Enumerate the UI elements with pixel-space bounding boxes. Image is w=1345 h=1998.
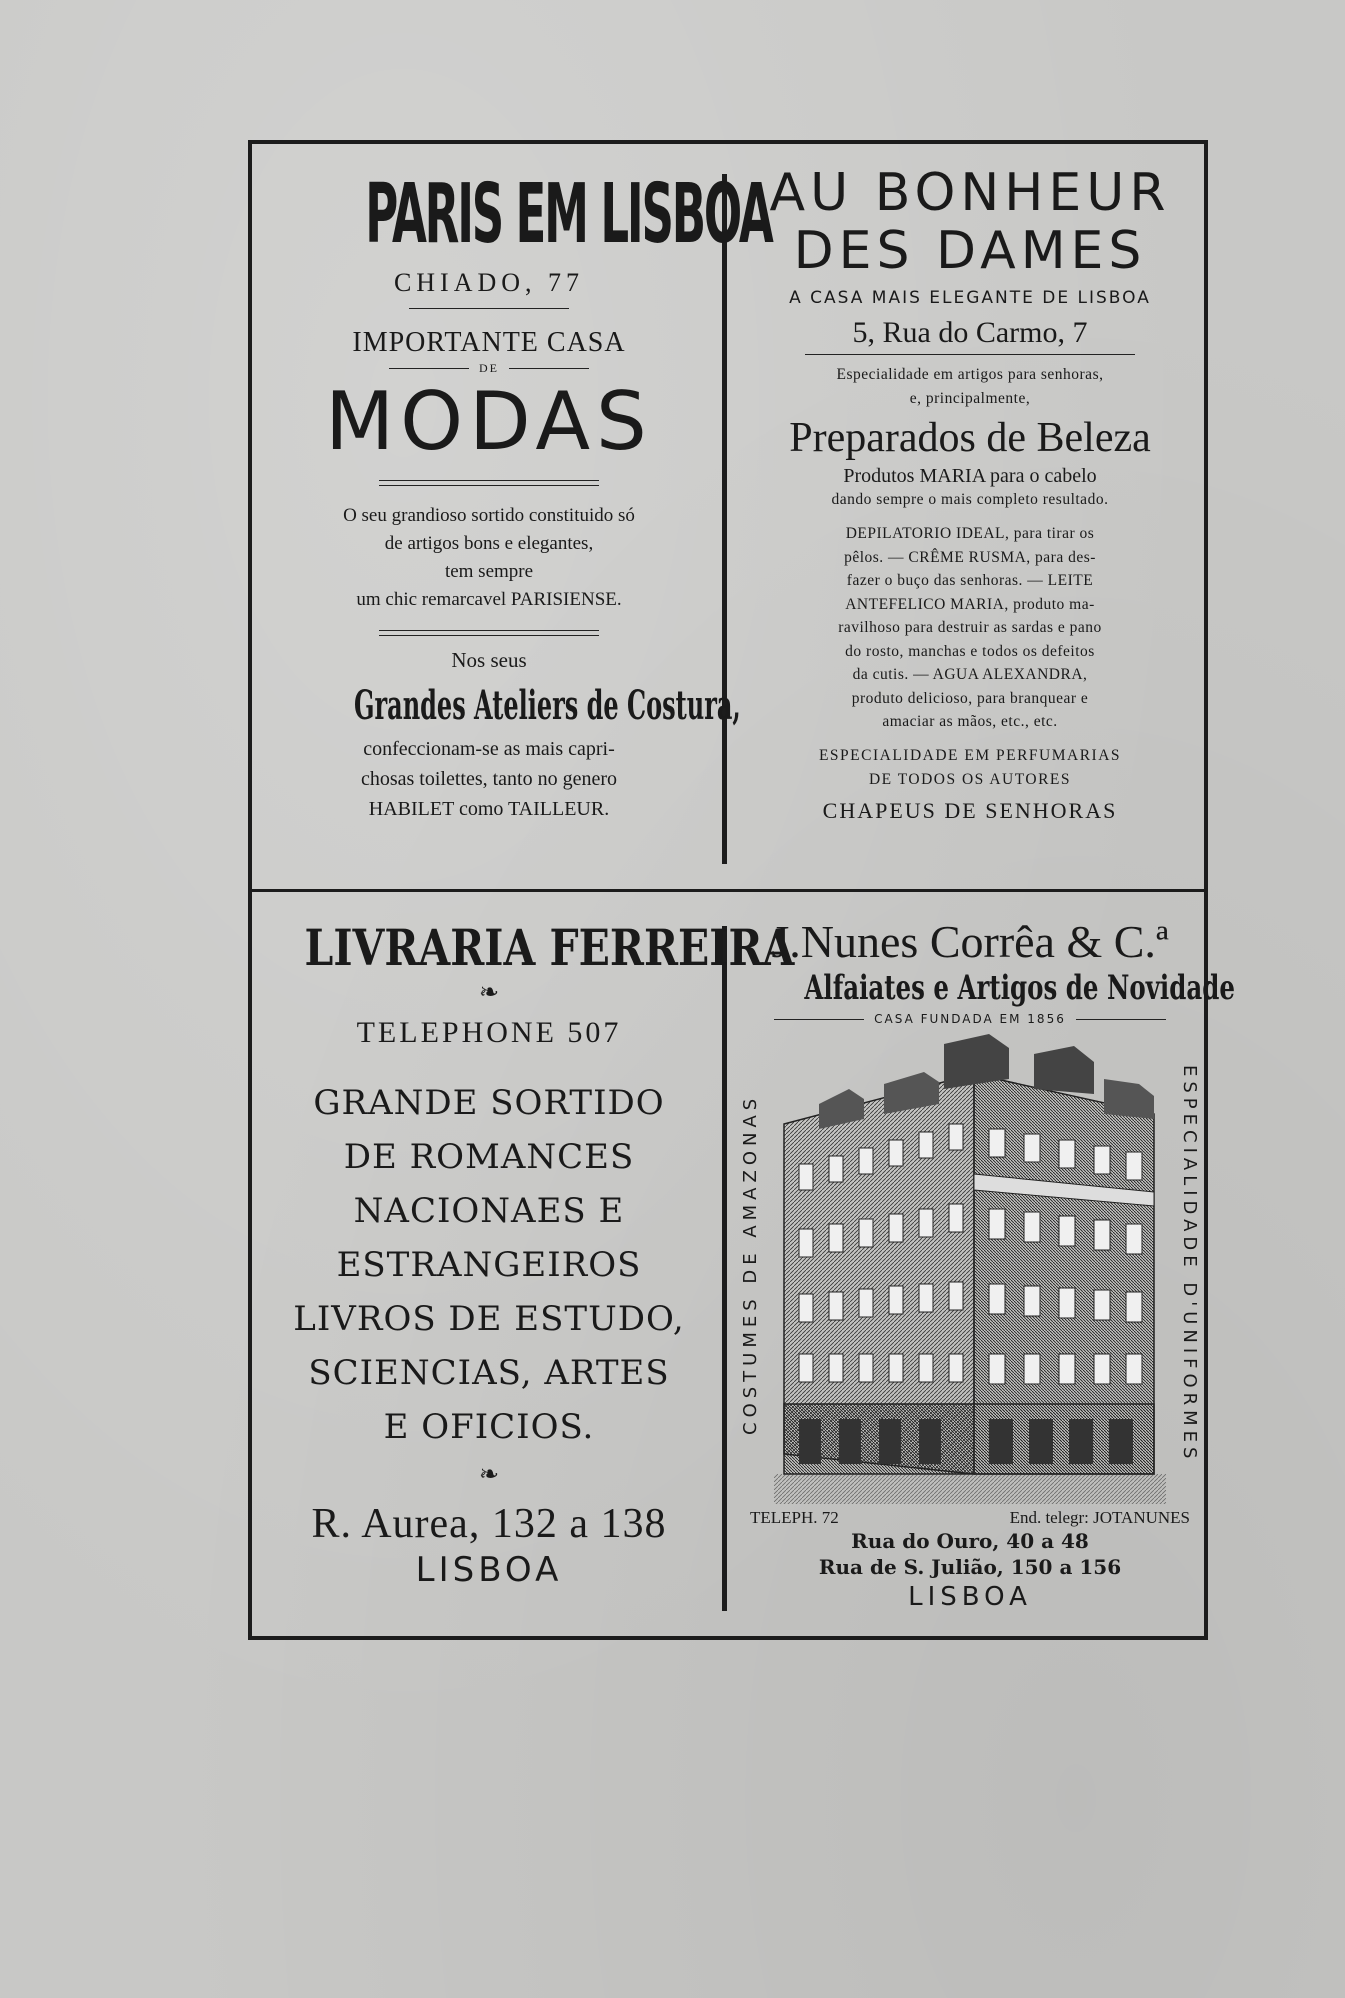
vertical-divider-top	[722, 174, 727, 864]
text-line: DE ROMANCES	[343, 1137, 635, 1177]
nunes-title: J.Nunes Corrêa & C.ª	[771, 916, 1169, 967]
text-line: e, principalmente,	[909, 390, 1031, 407]
text-line: um chic remarcavel PARISIENSE.	[356, 589, 622, 610]
double-rule	[379, 480, 599, 486]
de-text: DE	[479, 361, 499, 375]
telephone-label: TELEPHONE	[356, 1016, 557, 1049]
text-line: O seu grandioso sortido constituido só	[343, 505, 635, 526]
founded-line	[740, 1012, 1200, 1026]
bonheur-subtitle: A CASA MAIS ELEGANTE DE LISBOA	[789, 288, 1151, 308]
nunes-contact	[740, 1508, 1200, 1528]
text-line: ESTRANGEIROS	[336, 1245, 642, 1285]
livraria-city: LISBOA	[415, 1550, 563, 1590]
text-line: ESPECIALIDADE EM PERFUMARIAS	[818, 746, 1122, 764]
text-line: E OFICIOS.	[383, 1407, 595, 1447]
nunes-telegraph: End. telegr: JOTANUNES	[1009, 1508, 1190, 1527]
nunes-addresses	[740, 1528, 1200, 1580]
ornament-icon: ❧	[478, 1462, 500, 1488]
text-line: produto delicioso, para branquear e	[851, 689, 1089, 707]
text-line: Especialidade em artigos para senhoras,	[836, 366, 1104, 383]
livraria-address: R. Aurea, 132 a 138	[311, 1501, 667, 1547]
text-line: ANTEFELICO MARIA, produto ma-	[845, 595, 1095, 613]
dando-line: dando sempre o mais completo resultado.	[831, 491, 1109, 508]
nunes-telephone: TELEPH. 72	[750, 1508, 839, 1527]
preparados-heading: Preparados de Beleza	[789, 415, 1151, 461]
paris-address: CHIADO, 77	[393, 268, 585, 297]
bonheur-products	[740, 522, 1200, 734]
text-line: confeccionam-se as mais capri-	[363, 738, 615, 760]
paris-title: PARIS EM LISBOA	[365, 167, 772, 262]
double-rule	[379, 630, 599, 636]
text-line: tem sempre	[444, 561, 534, 582]
text-line: da cutis. — AGUA ALEXANDRA,	[852, 666, 1088, 683]
bonheur-title-2: DES DAMES	[793, 221, 1147, 281]
bonheur-title-1: AU BONHEUR	[769, 163, 1171, 223]
ad-au-bonheur-des-dames	[740, 164, 1200, 874]
vertical-divider-bottom	[722, 926, 727, 1611]
modas-heading: MODAS	[325, 375, 653, 468]
nunes-city: LISBOA	[908, 1582, 1032, 1612]
text-line: DEPILATORIO IDEAL, para tirar os	[845, 525, 1095, 542]
building-illustration	[774, 1034, 1166, 1504]
address-line: Rua de S. Julião, 150 a 156	[818, 1555, 1122, 1579]
text-line: SCIENCIAS, ARTES	[308, 1353, 670, 1393]
text-line: de artigos bons e elegantes,	[384, 533, 594, 554]
text-line: DE TODOS OS AUTORES	[868, 770, 1072, 788]
left-vertical-text: COSTUMES DE AMAZONAS	[740, 1093, 761, 1435]
paris-description	[264, 502, 714, 614]
bonheur-address: 5, Rua do Carmo, 7	[852, 316, 1088, 349]
right-vertical-text: ESPECIALIDADE D'UNIFORMES	[1179, 1064, 1200, 1464]
divider	[409, 308, 569, 309]
importante-casa: IMPORTANTE CASA	[352, 327, 626, 358]
founded-text: CASA FUNDADA EM 1856	[874, 1012, 1066, 1026]
text-line: ravilhoso para destruir as sardas e pano	[838, 619, 1102, 636]
produtos-line: Produtos MARIA para o cabelo	[843, 465, 1097, 487]
text-line: fazer o buço das senhoras. — LEITE	[846, 572, 1094, 589]
bonheur-specialty	[740, 363, 1200, 411]
text-line: pêlos. — CRÊME RUSMA, para des-	[844, 548, 1096, 566]
nos-seus: Nos seus	[451, 648, 527, 672]
text-line: LIVROS DE ESTUDO,	[293, 1299, 685, 1339]
text-line: amaciar as mãos, etc., etc.	[882, 713, 1058, 730]
text-line: GRANDE SORTIDO	[313, 1083, 665, 1123]
text-line: chosas toilettes, tanto no genero	[360, 768, 618, 790]
building-illustration-area	[740, 1034, 1200, 1504]
text-line: do rosto, manchas e todos os defeitos	[845, 642, 1095, 660]
ad-nunes-correa	[740, 914, 1235, 1634]
text-line: HABILET como TAILLEUR.	[368, 798, 610, 820]
address-line: Rua do Ouro, 40 a 48	[851, 1529, 1089, 1553]
livraria-title: LIVRARIA FERREIRA	[304, 918, 795, 977]
text-line: NACIONAES E	[353, 1191, 625, 1231]
perfumarias	[740, 744, 1200, 792]
paris-description-2	[264, 734, 714, 824]
ornament-icon: ❧	[478, 980, 500, 1006]
livraria-description	[264, 1076, 714, 1454]
livraria-telephone	[264, 1016, 714, 1050]
horizontal-divider	[252, 889, 1204, 892]
divider	[805, 354, 1135, 355]
chapeus-line: CHAPEUS DE SENHORAS	[822, 797, 1118, 823]
advertisement-frame	[248, 140, 1235, 1640]
telephone-number: 507	[567, 1016, 622, 1049]
ateliers-heading: Grandes Ateliers de Costura,	[354, 682, 741, 729]
de-line	[264, 361, 714, 376]
ad-paris-em-lisboa	[264, 164, 772, 874]
nunes-subtitle: Alfaiates e Artigos de Novidade	[804, 968, 1235, 1008]
